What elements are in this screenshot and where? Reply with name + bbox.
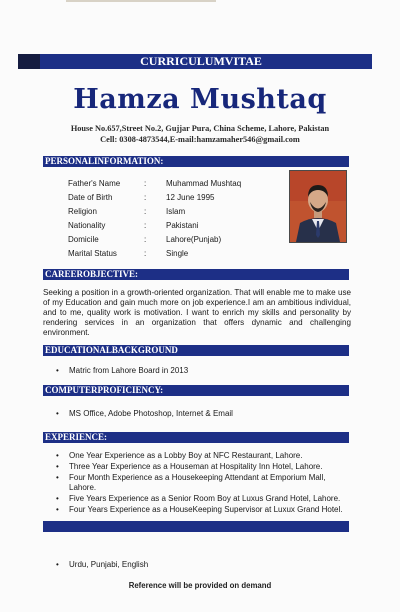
candidate-name: Hamza Mushtaq — [73, 84, 327, 115]
field-label: Religion — [68, 207, 97, 216]
field-sep: : — [144, 221, 147, 230]
section-experience: EXPERIENCE: — [43, 432, 349, 443]
field-sep: : — [144, 207, 147, 216]
field-label: Domicile — [68, 235, 99, 244]
experience-item: Three Year Experience as a Houseman at Hospitality Inn Hotel, Lahore. — [69, 462, 323, 471]
bullet-icon: • — [56, 473, 59, 482]
profile-photo-illustration — [290, 171, 346, 242]
language-item: Urdu, Punjabi, English — [69, 560, 149, 569]
education-item: Matric from Lahore Board in 2013 — [69, 366, 189, 375]
field-label: Date of Birth — [68, 193, 113, 202]
field-sep: : — [144, 179, 147, 188]
experience-item: Four Years Experience as a HouseKeeping Supervisor at Luxux Grand Hotel. — [69, 505, 343, 514]
field-sep: : — [144, 235, 147, 244]
bullet-icon: • — [56, 462, 59, 471]
field-label: Marital Status — [68, 249, 117, 258]
field-sep: : — [144, 193, 147, 202]
field-sep: : — [144, 249, 147, 258]
banner-dark-block — [18, 54, 40, 69]
bullet-icon: • — [56, 451, 59, 460]
bullet-icon: • — [56, 560, 59, 569]
top-edge-strip — [66, 0, 216, 2]
bullet-icon: • — [56, 494, 59, 503]
banner-title: CURRICULUMVITAE — [140, 54, 262, 68]
bullet-icon: • — [56, 505, 59, 514]
reference-note: Reference will be provided on demand — [128, 581, 272, 590]
field-label: Father's Name — [68, 179, 121, 188]
cv-banner — [30, 54, 372, 69]
field-value: Pakistani — [166, 221, 199, 230]
section-personal-information: PERSONALINFORMATION: — [43, 156, 349, 167]
section-education: EDUCATIONALBACKGROUND — [43, 345, 349, 356]
address-line: House No.657,Street No.2, Gujjar Pura, China Scheme, Lahore, Pakistan — [70, 124, 330, 133]
experience-item: Lahore. — [69, 483, 97, 492]
section-languages-band — [43, 521, 349, 532]
experience-item: One Year Experience as a Lobby Boy at NFC Restaurant, Lahore. — [69, 451, 303, 460]
experience-item: Five Years Experience as a Senior Room Boy at Luxus Grand Hotel, Lahore. — [69, 494, 341, 503]
contact-line: Cell: 0308-4873544,E-mail:hamzamaher546@gmail.com — [100, 135, 300, 144]
objective-paragraph: Seeking a position in a growth-oriented organization. That will enable me to make use of my Education and gain much more on job experience.I am an ambitious individual, and to me, quality work is motivation. I want to enrich my skills and personality by rendering services in an organization that offers dynamic and challenging environment. — [43, 288, 351, 337]
field-value: Muhammad Mushtaq — [166, 179, 242, 188]
field-value: Lahore(Punjab) — [166, 235, 222, 244]
field-label: Nationality — [68, 221, 106, 230]
section-career-objective: CAREEROBJECTIVE: — [43, 269, 349, 280]
field-value: Islam — [166, 207, 186, 216]
computer-item: MS Office, Adobe Photoshop, Internet & Email — [69, 409, 233, 418]
bullet-icon: • — [56, 409, 59, 418]
profile-photo — [289, 170, 347, 243]
section-computer-proficiency: COMPUTERPROFICIENCY: — [43, 385, 349, 396]
experience-item: Four Month Experience as a Housekeeping Attendant at Emporium Mall, — [69, 473, 326, 482]
field-value: 12 June 1995 — [166, 193, 215, 202]
bullet-icon: • — [56, 366, 59, 375]
field-value: Single — [166, 249, 189, 258]
